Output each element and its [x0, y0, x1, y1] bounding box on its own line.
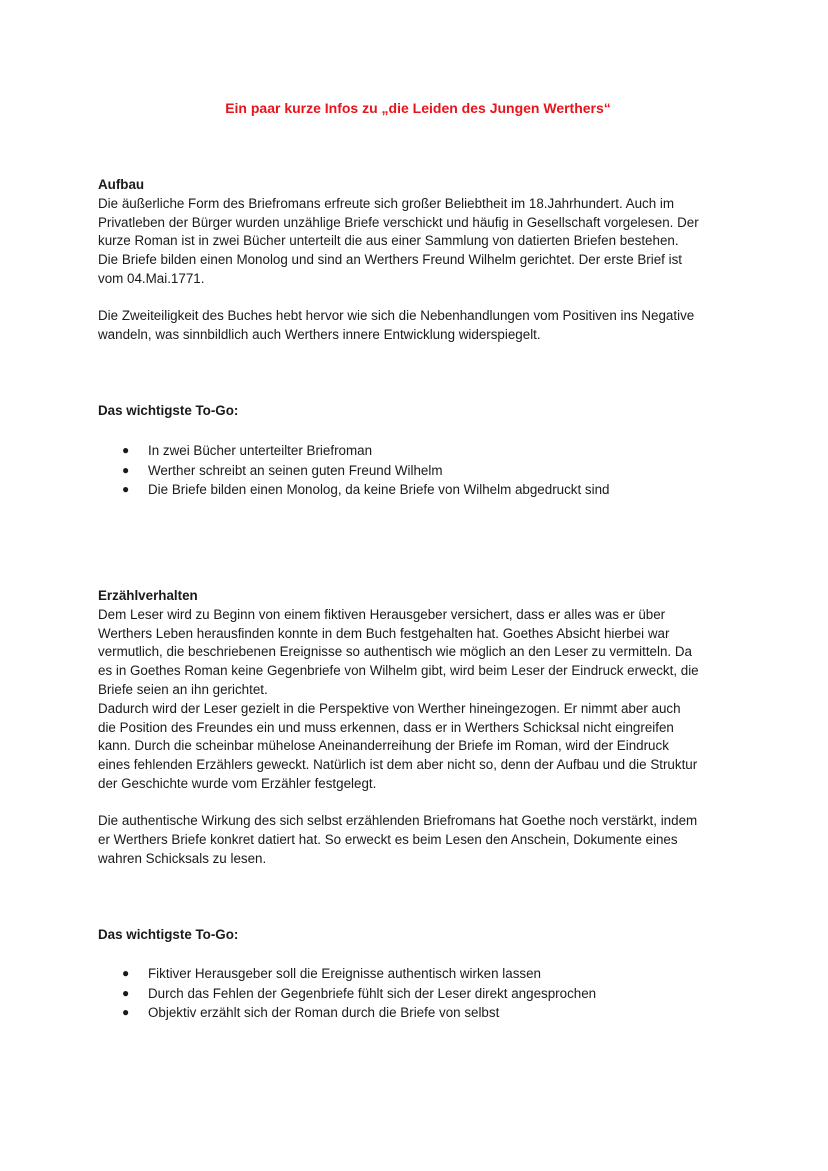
bullet-icon: ● [122, 443, 130, 457]
text-line: Privatleben der Bürger wurden unzählige Briefe verschickt und häufig in Gesellschaft vorgelesen. Der [98, 214, 699, 230]
section-erzaehlverhalten [98, 587, 738, 794]
text-line: wahren Schicksals zu lesen. [98, 850, 267, 866]
text-line: Dadurch wird der Leser gezielt in die Perspektive von Werther hineingezogen. Er nimmt aber auch [98, 700, 681, 716]
paragraph-erzaehl-2 [98, 812, 738, 868]
bullet-icon: ● [122, 482, 130, 497]
list-item: ● In zwei Bücher unterteilter Briefroman [98, 441, 738, 461]
section-aufbau [98, 176, 738, 289]
text-line: kurze Roman ist in zwei Bücher unterteilt die aus einer Sammlung von datierten Briefen bestehen. [98, 233, 679, 249]
bullet-icon: ● [122, 966, 130, 980]
list-item: ● Werther schreibt an seinen guten Freund Wilhelm [98, 461, 738, 481]
list-item: ● Objektiv erzählt sich der Roman durch die Briefe von selbst [98, 1003, 738, 1023]
list-item: ● Durch das Fehlen der Gegenbriefe fühlt sich der Leser direkt angesprochen [98, 984, 738, 1004]
bullet-icon: ● [122, 462, 130, 477]
list-item: ● Fiktiver Herausgeber soll die Ereignisse authentisch wirken lassen [98, 964, 738, 984]
text-line: Die Briefe bilden einen Monolog und sind an Werthers Freund Wilhelm gerichtet. Der erste Brief ist [98, 252, 683, 268]
text-line: er Werthers Briefe konkret datiert hat. So erweckt es beim Lesen den Anschein, Dokumente eines [98, 831, 678, 847]
paragraph-aufbau-2 [98, 307, 738, 345]
text-line: vermutlich, die beschriebenen Ereignisse so authentisch wie möglich an den Leser zu vermitteln. Da [98, 644, 692, 660]
paragraph-aufbau-1 [98, 195, 738, 289]
text-line: der Geschichte wurde vom Erzähler festgelegt. [98, 775, 377, 791]
text-line: kann. Durch die scheinbar mühelose Aneinanderreihung der Briefe im Roman, wird der Eindruck [98, 738, 669, 754]
text-line: wandeln, was sinnbildlich auch Werthers innere Entwicklung widerspiegelt. [98, 326, 541, 342]
text-line: es in Goethes Roman keine Gegenbriefe von Wilhelm gibt, wird beim Leser der Eindruck erweckt, die [98, 663, 699, 679]
text-line: Die authentische Wirkung des sich selbst erzählenden Briefromans hat Goethe noch verstärkt, indem [98, 813, 698, 828]
togo-heading-2 [98, 926, 738, 945]
document-title: Ein paar kurze Infos zu „die Leiden des Jungen Werthers“ [225, 100, 611, 116]
text-line: Briefe seien an ihn gerichtet. [98, 681, 268, 697]
text-line: Dem Leser wird zu Beginn von einem fiktiven Herausgeber versichert, dass er alles was er über [98, 606, 666, 622]
text-line: Werthers Leben herausfinden konnte in dem Buch festgehalten hat. Goethes Absicht hierbei war [98, 625, 670, 641]
togo-heading-1 [98, 402, 738, 421]
text-line: Die äußerliche Form des Briefromans erfreute sich großer Beliebtheit im 18.Jahrhundert. Auch im [98, 195, 675, 211]
section-heading-erzaehlverhalten: Erzählverhalten [98, 588, 198, 603]
section-heading-aufbau: Aufbau [98, 177, 145, 192]
text-line: Die Zweiteiligkeit des Buches hebt hervor wie sich die Nebenhandlungen vom Positiven ins Negative [98, 308, 695, 323]
text-line: die Position des Freundes ein und muss erkennen, dass er in Werthers Schicksal nicht eingreifen [98, 719, 674, 735]
togo-heading-text: Das wichtigste To-Go: [98, 403, 239, 418]
togo-heading-text: Das wichtigste To-Go: [98, 927, 239, 942]
text-line: vom 04.Mai.1771. [98, 270, 205, 286]
togo-list-2 [98, 964, 738, 1023]
text-line: eines fehlenden Erzählers geweckt. Natürlich ist dem aber nicht so, denn der Aufbau und die Struktur [98, 757, 698, 773]
bullet-icon: ● [122, 1005, 130, 1020]
bullet-icon: ● [122, 985, 130, 1000]
paragraph-erzaehl-1 [98, 606, 738, 794]
list-item: ● Die Briefe bilden einen Monolog, da keine Briefe von Wilhelm abgedruckt sind [98, 480, 738, 500]
togo-list-1 [98, 441, 738, 500]
